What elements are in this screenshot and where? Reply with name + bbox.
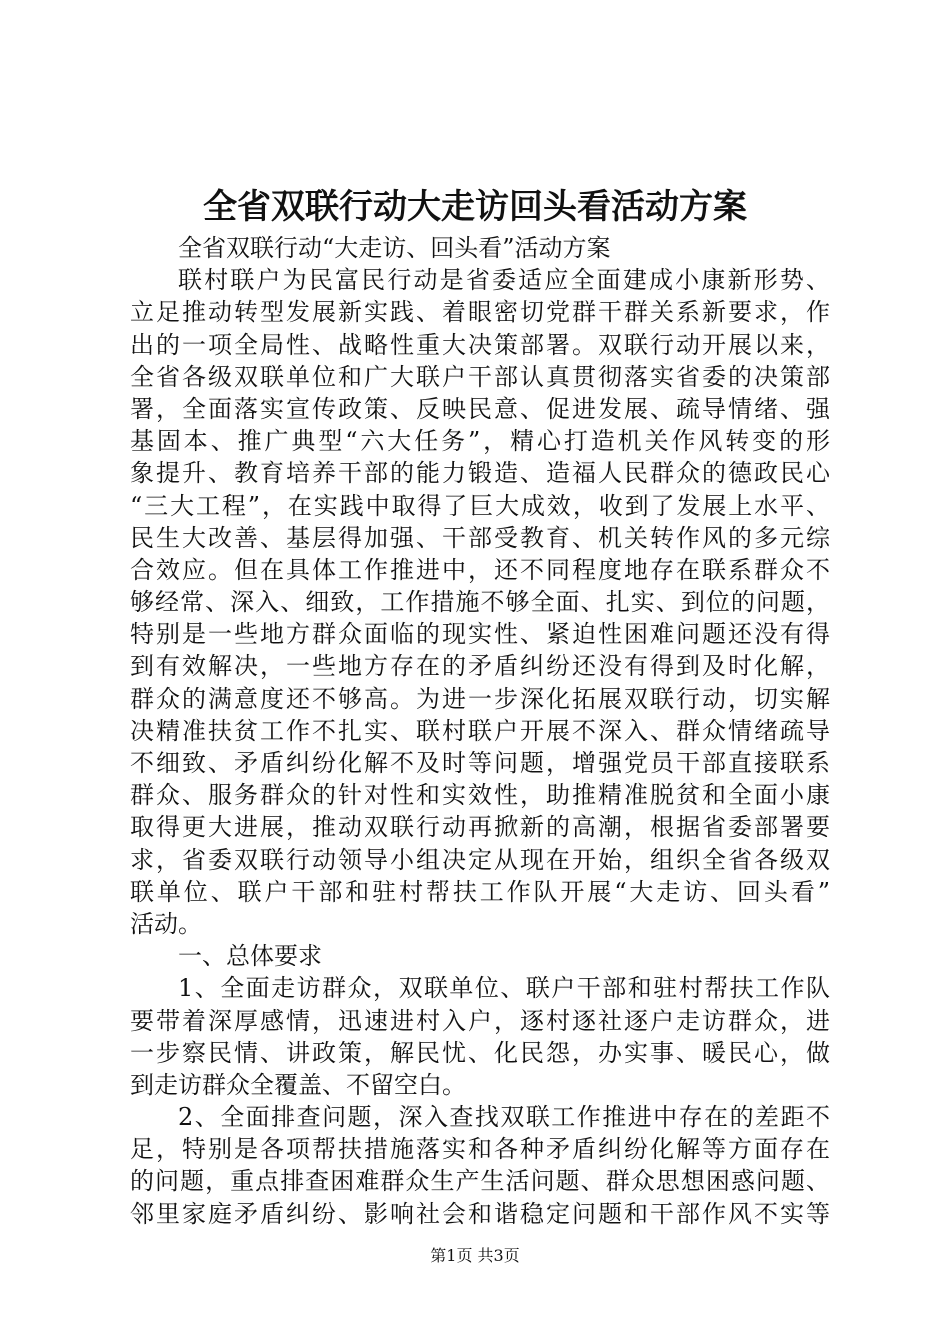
text-line: 一步察民情、讲政策，解民忧、化民怨，办实事、暖民心，做	[130, 1038, 830, 1067]
text-line: 特别是一些地方群众面临的现实性、紧迫性困难问题还没有得	[130, 620, 830, 649]
section-heading: 一、总体要求	[178, 942, 322, 971]
text-line: 出的一项全局性、战略性重大决策部署。双联行动开展以来，	[130, 330, 830, 359]
subtitle-line: 全省双联行动“大走访、回头看”活动方案	[178, 234, 611, 262]
text-line: 署，全面落实宣传政策、反映民意、促进发展、疏导情绪、强	[130, 394, 830, 423]
text-line: 的问题，重点排查困难群众生产生活问题、群众思想困惑问题、	[130, 1167, 830, 1196]
text-line: 群众、服务群众的针对性和实效性，助推精准脱贫和全面小康	[130, 781, 830, 810]
text-line: 1、全面走访群众，双联单位、联户干部和驻村帮扶工作队	[178, 974, 830, 1003]
text-line: 象提升、教育培养干部的能力锻造、造福人民群众的德政民心	[130, 459, 830, 488]
document-body	[130, 232, 830, 1230]
text-line: 取得更大进展，推动双联行动再掀新的高潮，根据省委部署要	[130, 813, 830, 842]
text-line: 求，省委双联行动领导小组决定从现在开始，组织全省各级双	[130, 845, 830, 874]
text-line: 立足推动转型发展新实践、着眼密切党群干群关系新要求，作	[130, 298, 830, 327]
text-line: 群众的满意度还不够高。为进一步深化拓展双联行动，切实解	[130, 684, 830, 713]
text-line: 基固本、推广典型“六大任务”，精心打造机关作风转变的形	[130, 427, 830, 456]
text-line: 联单位、联户干部和驻村帮扶工作队开展“大走访、回头看”	[130, 877, 830, 906]
text-line: 联村联户为民富民行动是省委适应全面建成小康新形势、	[178, 266, 830, 295]
text-line: 决精准扶贫工作不扎实、联村联户开展不深入、群众情绪疏导	[130, 716, 830, 745]
text-line: 到有效解决，一些地方存在的矛盾纠纷还没有得到及时化解，	[130, 652, 830, 681]
text-line: 不细致、矛盾纠纷化解不及时等问题，增强党员干部直接联系	[130, 749, 830, 777]
text-line: 够经常、深入、细致，工作措施不够全面、扎实、到位的问题，	[130, 588, 830, 617]
page-footer: 第1页 共3页	[430, 1246, 520, 1265]
document-title: 全省双联行动大走访回头看活动方案	[203, 187, 747, 227]
text-line: 邻里家庭矛盾纠纷、影响社会和谐稳定问题和干部作风不实等	[130, 1199, 830, 1228]
text-line: 要带着深厚感情，迅速进村入户，逐村逐社逐户走访群众，进	[130, 1006, 830, 1035]
text-line: 民生大改善、基层得加强、干部受教育、机关转作风的多元综	[130, 523, 830, 552]
text-line: 足，特别是各项帮扶措施落实和各种矛盾纠纷化解等方面存在	[130, 1135, 830, 1164]
text-line: 全省各级双联单位和广大联户干部认真贯彻落实省委的决策部	[130, 362, 830, 391]
text-line: 到走访群众全覆盖、不留空白。	[130, 1070, 466, 1099]
text-line: 合效应。但在具体工作推进中，还不同程度地存在联系群众不	[130, 555, 830, 584]
text-line: “三大工程”，在实践中取得了巨大成效，收到了发展上水平、	[130, 491, 830, 520]
text-line: 2、全面排查问题，深入查找双联工作推进中存在的差距不	[178, 1103, 830, 1132]
text-line: 活动。	[130, 909, 202, 938]
